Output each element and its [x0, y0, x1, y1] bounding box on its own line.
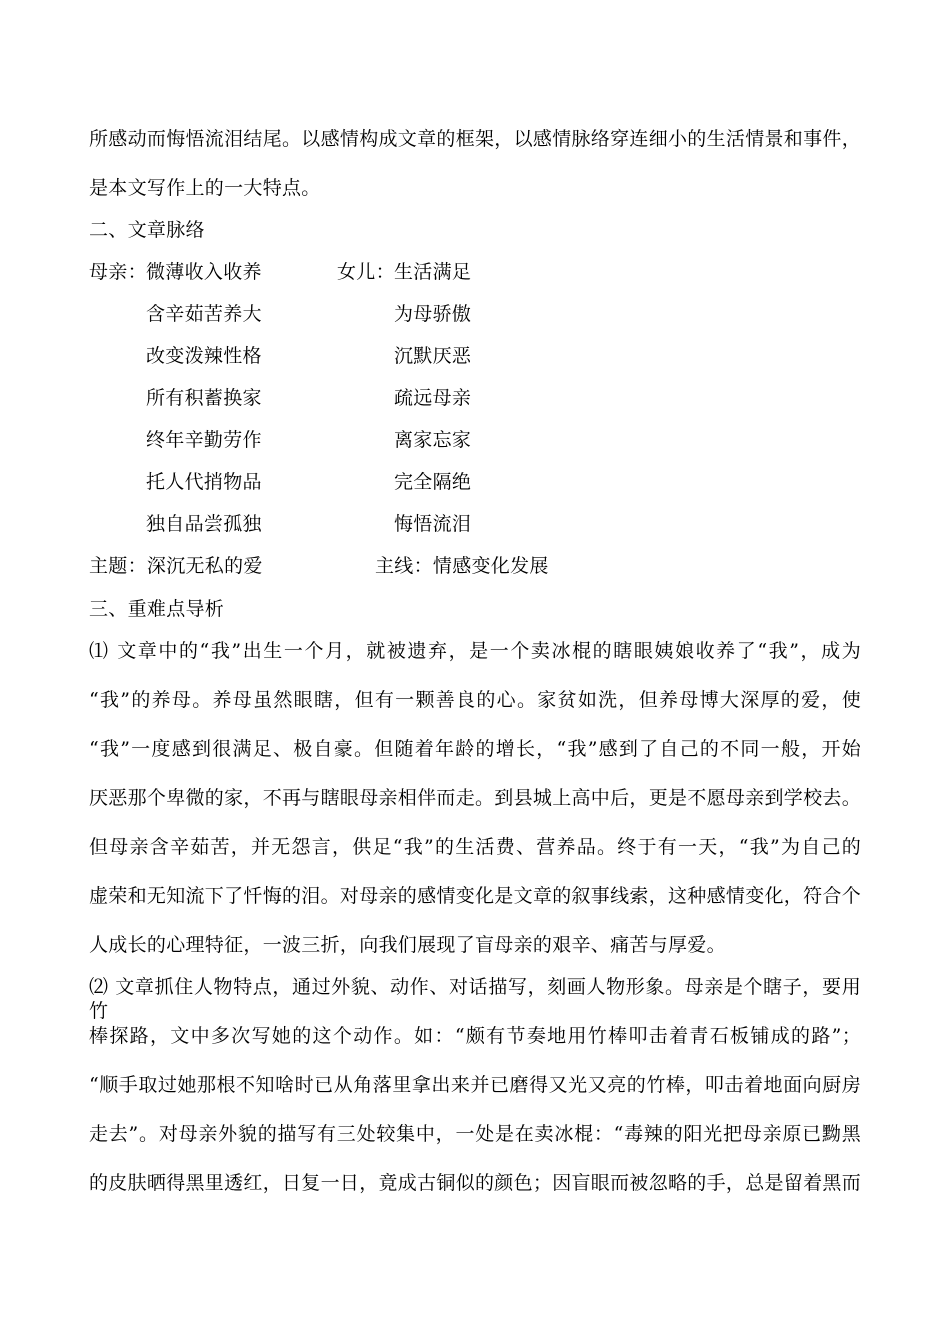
- mother-item: 终年辛勤劳作: [146, 429, 262, 451]
- paragraph-2-line: “顺手取过她那根不知啥时已从角落里拿出来并已磨得又光又亮的竹棒，叩击着地面向厨房: [89, 1074, 861, 1096]
- paragraph-2-line: 走去”。对母亲外貌的描写有三处较集中，一处是在卖冰棍：“毒辣的阳光把母亲原已黝黑: [89, 1123, 861, 1145]
- paragraph-1-line: “我”一度感到很满足、极自豪。但随着年龄的增长，“我”感到了自己的不同一般，开始: [89, 738, 861, 760]
- daughter-item: 沉默厌恶: [394, 345, 472, 367]
- section-3-heading: 三、重难点导析: [89, 598, 225, 620]
- daughter-item: 疏远母亲: [394, 387, 472, 409]
- paragraph-2-line: 棒探路，文中多次写她的这个动作。如：“颇有节奏地用竹棒叩击着青石板铺成的路”；: [89, 1025, 861, 1047]
- section-2-heading: 二、文章脉络: [89, 219, 205, 241]
- daughter-item: 完全隔绝: [394, 471, 472, 493]
- paragraph-2-line: 的皮肤晒得黑里透红，日复一日，竟成古铜似的颜色；因盲眼而被忽略的手，总是留着黑而: [89, 1172, 862, 1194]
- theme-text: 主题：深沉无私的爱: [89, 555, 263, 577]
- paragraph-2-line: ⑵ 文章抓住人物特点，通过外貌、动作、对话描写，刻画人物形象。母亲是个瞎子，要用竹: [89, 976, 861, 1022]
- mother-item: 含辛茹苦养大: [146, 303, 262, 325]
- mother-label: 母亲：: [89, 261, 147, 283]
- paragraph-1-line: “我”的养母。养母虽然眼瞎，但有一颗善良的心。家贫如洗，但养母博大深厚的爱，使: [89, 689, 861, 711]
- paragraph-1-line: ⑴ 文章中的“我”出生一个月，就被遗弃，是一个卖冰棍的瞎眼姨娘收养了“我”，成为: [89, 640, 861, 662]
- mother-item: 独自品尝孤独: [146, 513, 262, 535]
- mother-item: 改变泼辣性格: [146, 345, 262, 367]
- paragraph-1-line: 人成长的心理特征，一波三折，向我们展现了盲母亲的艰辛、痛苦与厚爱。: [89, 934, 726, 956]
- daughter-item: 离家忘家: [394, 429, 472, 451]
- mainline-text: 主线：情感变化发展: [375, 555, 549, 577]
- daughter-label: 女儿：: [337, 261, 395, 283]
- intro-line-2: 是本文写作上的一大特点。: [89, 177, 321, 199]
- daughter-item: 悔悟流泪: [394, 513, 472, 535]
- paragraph-1-line: 虚荣和无知流下了忏悔的泪。对母亲的感情变化是文章的叙事线索，这种感情变化，符合个: [89, 885, 862, 907]
- intro-line-1: 所感动而悔悟流泪结尾。以感情构成文章的框架，以感情脉络穿连细小的生活情景和事件，: [89, 128, 862, 150]
- paragraph-1-line: 厌恶那个卑微的家，不再与瞎眼母亲相伴而走。到县城上高中后，更是不愿母亲到学校去。: [89, 787, 862, 809]
- mother-item: 所有积蓄换家: [146, 387, 262, 409]
- daughter-item: 为母骄傲: [394, 303, 472, 325]
- mother-item: 托人代捎物品: [146, 471, 262, 493]
- mother-item: 微薄收入收养: [146, 261, 262, 283]
- daughter-item: 生活满足: [394, 261, 472, 283]
- paragraph-1-line: 但母亲含辛茹苦，并无怨言，供足“我”的生活费、营养品。终于有一天，“我”为自己的: [89, 836, 861, 858]
